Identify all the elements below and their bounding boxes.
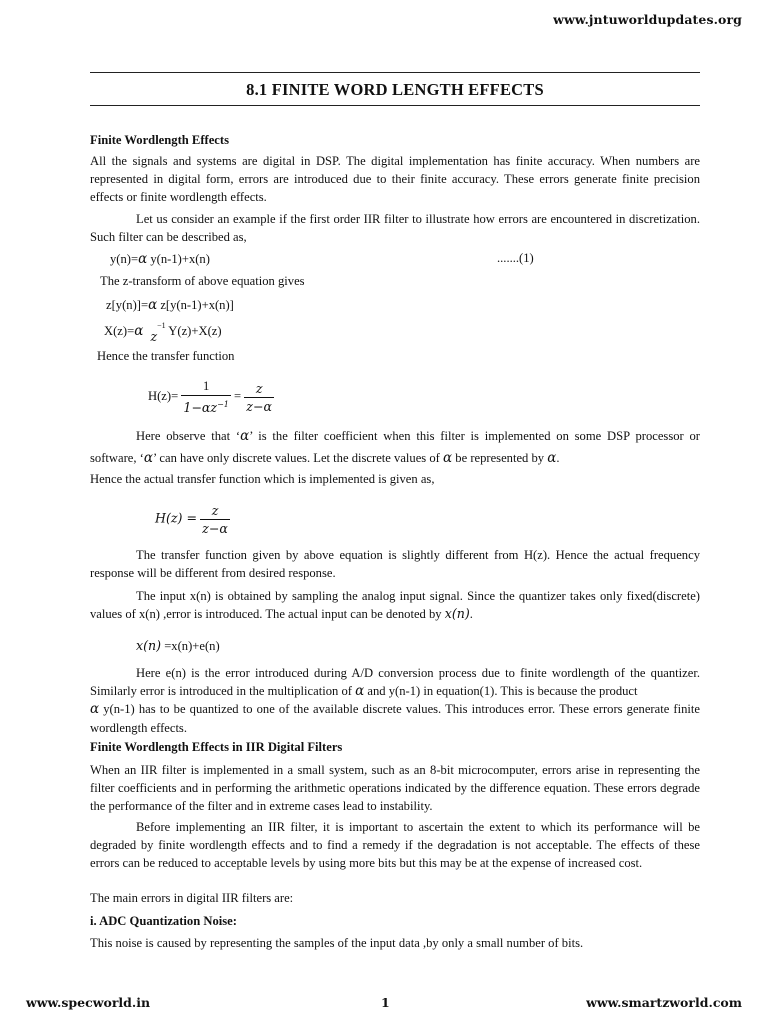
header-url[interactable]: www.jntuworldupdates.org: [553, 12, 742, 27]
equation-2: [106, 297, 234, 313]
paragraph-frequency-response: The transfer function given by above equation is slightly different from H(z). Hence the actual frequency response will be different from desired response.: [90, 548, 700, 581]
footer-right-url[interactable]: www.smartzworld.com: [586, 995, 742, 1010]
alpha-symbol: α: [547, 450, 557, 466]
footer-left-url[interactable]: www.specworld.in: [26, 995, 151, 1010]
transfer-function-lhs: H(z)=: [148, 388, 179, 403]
main-errors-text: The main errors in digital IIR filters are:: [90, 891, 294, 905]
alpha-symbol: α: [134, 323, 144, 340]
alpha-symbol: α: [355, 683, 365, 700]
equation-3-exponent: −1: [157, 321, 166, 330]
p5-xn: x(n): [444, 606, 470, 622]
p6-part-a: Here e(n) is the error introduced during A/D conversion process due to finite wordlength of the quantizer. Similarly error is introduced in the multiplication of: [90, 666, 700, 699]
fraction-3-numerator: z: [200, 502, 230, 520]
alpha-symbol: α: [240, 428, 250, 444]
fraction-1-denominator-text: 1−αz: [183, 400, 218, 416]
fraction-1: [181, 378, 231, 416]
alpha-symbol: α: [138, 251, 148, 267]
title-top-rule: [90, 72, 700, 73]
paragraph-example: Let us consider an example if the first order IIR filter to illustrate how errors are encountered in discretization. Such filter can be described as,: [90, 212, 700, 245]
equation-3-rhs: Y(z)+X(z): [165, 324, 222, 339]
fraction-1-exponent: −1: [217, 400, 229, 409]
fraction-2-numerator: z: [244, 380, 274, 398]
paragraph-input-sampling: [90, 587, 700, 623]
fraction-3-denominator: z−α: [202, 521, 228, 536]
p6-part-c: y(n-1) has to be quantized to one of the available discrete values. This introduces error. These errors generate finite wordlength effects.: [90, 702, 700, 735]
actual-transfer-lhs: H(z) =: [155, 510, 197, 526]
page-number: 1: [381, 995, 390, 1010]
section-heading-finite-wordlength: Finite Wordlength Effects: [90, 133, 229, 147]
paragraph-iir-before: Before implementing an IIR filter, it is important to ascertain the extent to which its performance will be degraded by finite wordlength effects and to find a remedy if the degradation is not acceptable. The effects of these errors can be reduced to acceptable levels by using more bits but this may be at the expense of increased cost.: [90, 820, 700, 871]
actual-transfer-equation: [155, 502, 230, 537]
equation-4: [136, 638, 220, 654]
fraction-2-denominator: z−α: [246, 398, 272, 414]
adc-noise-text: This noise is caused by representing the samples of the input data ,by only a small number of bits.: [90, 936, 584, 950]
equation-2-rhs: z[y(n-1)+x(n)]: [157, 298, 234, 312]
equation-1-lhs: y(n)=: [110, 252, 139, 266]
title-bottom-rule: [90, 105, 700, 106]
alpha-symbol: α: [148, 297, 158, 313]
paragraph-error: [90, 664, 700, 737]
page-title: 8.1 FINITE WORD LENGTH EFFECTS: [246, 80, 544, 99]
paragraph-intro: All the signals and systems are digital in DSP. The digital implementation has finite accuracy. When numbers are represented in digital form, errors are introduced due to their finite accuracy. These errors generate finite precision effects or finite wordlength effects.: [90, 154, 700, 205]
equation-1: [110, 251, 210, 267]
p3-part-c: ’ can have only discrete values. Let the discrete values of: [152, 451, 440, 465]
actual-transfer-text: Hence the actual transfer function which is implemented is given as,: [90, 472, 435, 486]
equation-4-rhs: =x(n)+e(n): [161, 639, 220, 653]
equation-2-lhs: z[y(n)]=: [106, 298, 149, 312]
fraction-2: [244, 380, 274, 415]
equation-3-z: z: [150, 329, 158, 345]
p3-part-a: Here observe that ‘: [136, 429, 241, 443]
p5-part-c: .: [469, 607, 473, 622]
fraction-3: [200, 502, 230, 537]
alpha-symbol: α: [443, 450, 453, 466]
p3-part-e: .: [556, 451, 560, 465]
p5-part-a: The input x(n) is obtained by sampling the analog input signal. Since the quantizer takes only fixed(discrete) values of x(n) ,error is introduced. The actual input can be denoted by: [90, 589, 700, 622]
fraction-1-denominator: [181, 396, 231, 416]
fraction-1-numerator: 1: [181, 378, 231, 396]
equation-1-rhs: y(n-1)+x(n): [147, 252, 210, 266]
equation-3: [104, 321, 222, 345]
equation-3-lhs: X(z)=: [104, 324, 135, 339]
paragraph-alpha-coefficient: [90, 425, 700, 469]
p6-part-b: and y(n-1) in equation(1). This is because the product: [367, 684, 638, 699]
p3-part-b: ’ is the filter coefficient when this filter is implemented on some DSP processor or software, ‘: [90, 429, 700, 465]
alpha-symbol: α: [90, 701, 100, 718]
p3-part-d: be represented by: [455, 451, 545, 465]
paragraph-iir-implementation: When an IIR filter is implemented in a small system, such as an 8-bit microcomputer, errors arise in representing the filter coefficients and in performing the arithmetic operations indicated by the difference equation. These errors degrade the performance of the filter and in extreme cases lead to instability.: [90, 763, 700, 814]
section-heading-iir: Finite Wordlength Effects in IIR Digital Filters: [90, 740, 343, 754]
subheading-adc-noise: i. ADC Quantization Noise:: [90, 914, 237, 928]
transfer-function-equation: [148, 378, 274, 416]
alpha-symbol: α: [143, 450, 153, 466]
equation-1-number: .......(1): [497, 251, 534, 265]
transfer-function-text: Hence the transfer function: [97, 349, 235, 363]
equation-4-lhs: x(n): [136, 638, 162, 653]
equals-sign: =: [234, 388, 242, 403]
z-transform-text: The z-transform of above equation gives: [100, 274, 305, 288]
